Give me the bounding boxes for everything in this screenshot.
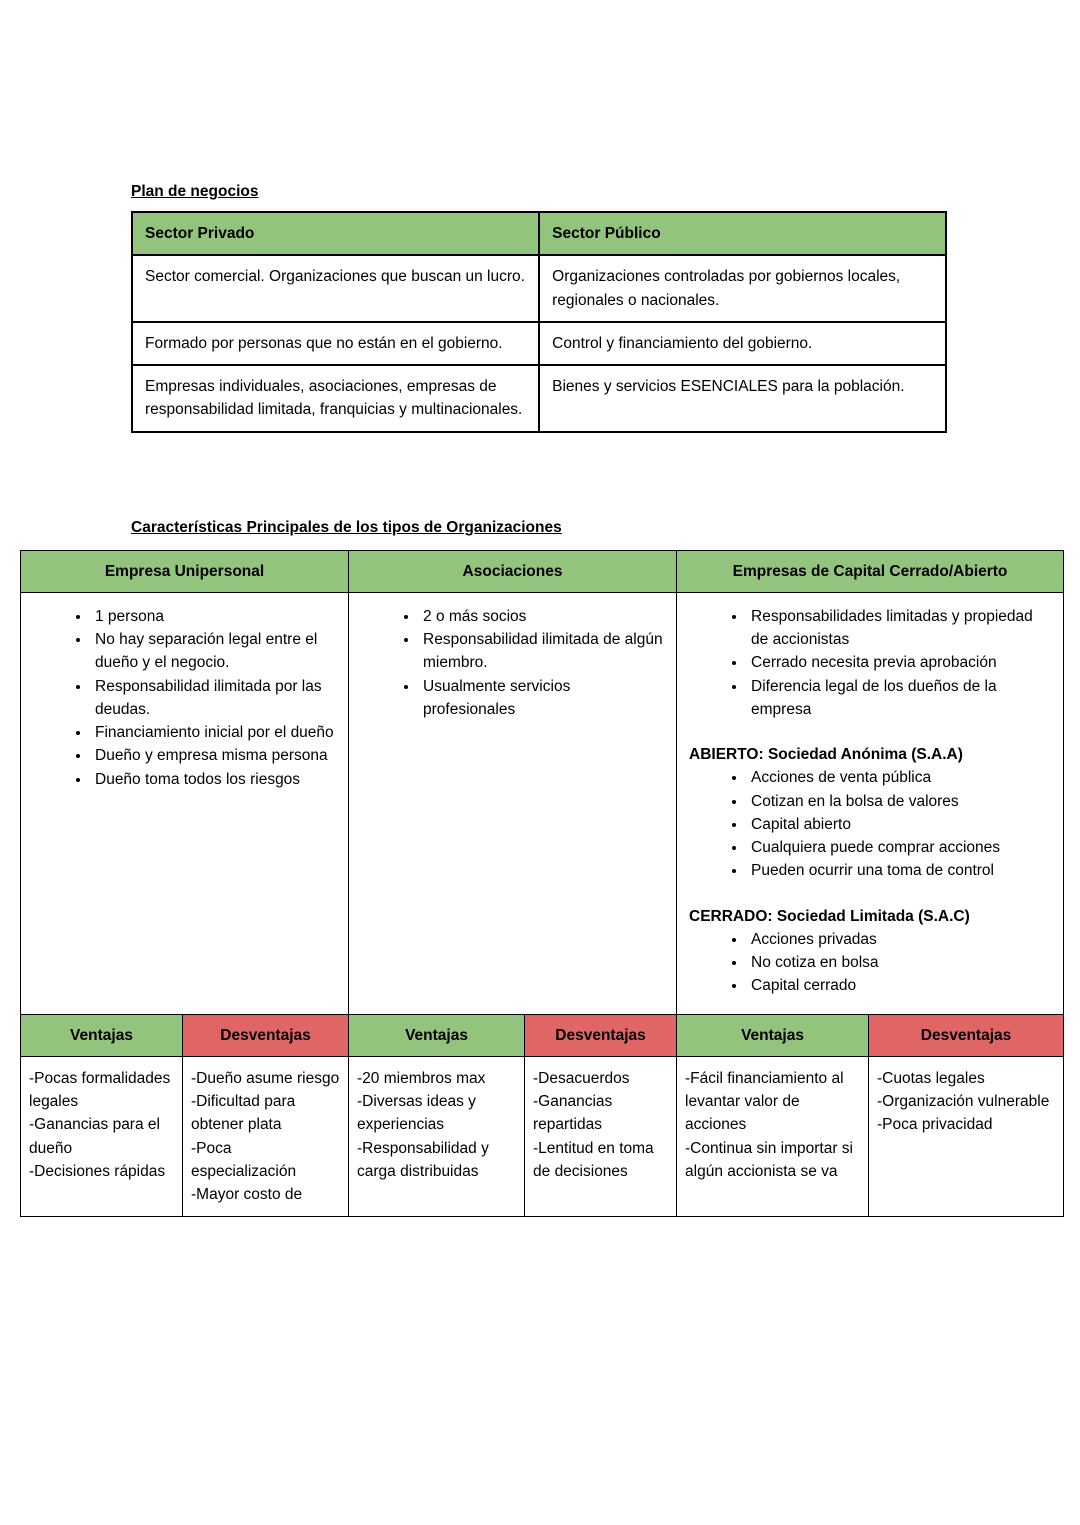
bullet-item: • Financiamiento inicial por el dueño: [91, 721, 338, 744]
subheader-desventajas-2: Desventajas: [525, 1014, 677, 1056]
table-cell: Formado por personas que no están en el gobierno.: [132, 322, 539, 365]
text-line: -Lentitud en toma de decisiones: [533, 1139, 654, 1180]
bullet-list: [359, 605, 666, 721]
plan-de-negocios-table: [131, 211, 947, 433]
bullet-item: • No cotiza en bolsa: [747, 951, 1053, 974]
text-line: -Dificultad para obtener plata: [191, 1093, 296, 1134]
bullet-item: • Cualquiera puede comprar acciones: [747, 836, 1053, 859]
bullet-list: [687, 766, 1053, 882]
column-header-empresa-unipersonal: Empresa Unipersonal: [21, 550, 349, 592]
bullet-item: • No hay separación legal entre el dueño y el negocio.: [91, 628, 338, 675]
subheader-desventajas-3: Desventajas: [869, 1014, 1064, 1056]
section-title-caracteristicas: Características Principales de los tipos de Organizaciones: [131, 518, 562, 536]
cell-ventajas-asociaciones: [349, 1056, 525, 1217]
column-header-sector-privado: Sector Privado: [132, 212, 539, 255]
bullet-item: • Cotizan en la bolsa de valores: [747, 790, 1053, 813]
bullet-list: [31, 605, 338, 791]
bullet-list: [687, 928, 1053, 998]
table-cell: Bienes y servicios ESENCIALES para la población.: [539, 365, 946, 432]
bullet-item: • Acciones privadas: [747, 928, 1053, 951]
table-cell: Control y financiamiento del gobierno.: [539, 322, 946, 365]
text-line: -Dueño asume riesgo: [191, 1069, 340, 1087]
text-line: -Desacuerdos: [533, 1069, 630, 1087]
bullet-item: • Capital abierto: [747, 813, 1053, 836]
text-line: -Ganancias para el dueño: [29, 1116, 160, 1157]
bullet-item: • Acciones de venta pública: [747, 766, 1053, 789]
subheader-row: [21, 1014, 1064, 1056]
bullet-item: • 1 persona: [91, 605, 338, 628]
table-header-row: [21, 550, 1064, 592]
subsection-heading: CERRADO: Sociedad Limitada (S.A.C): [689, 907, 970, 925]
bullet-item: • Capital cerrado: [747, 974, 1053, 997]
text-line: -Cuotas legales: [877, 1069, 985, 1087]
table-cell: Sector comercial. Organizaciones que buscan un lucro.: [132, 255, 539, 322]
cell-ventajas-unipersonal: [21, 1056, 183, 1217]
bullet-item: • Responsabilidad ilimitada por las deudas.: [91, 675, 338, 722]
subheader-ventajas-1: Ventajas: [21, 1014, 183, 1056]
table-row: [132, 255, 946, 322]
cell-desventajas-unipersonal: [183, 1056, 349, 1217]
table-cell: Empresas individuales, asociaciones, empresas de responsabilidad limitada, franquicias y multinacionales.: [132, 365, 539, 432]
text-line: -Decisiones rápidas: [29, 1162, 166, 1180]
column-header-sector-publico: Sector Público: [539, 212, 946, 255]
text-line: -20 miembros max: [357, 1069, 486, 1087]
text-line: -Mayor costo de: [191, 1186, 303, 1203]
cell-asociaciones: [349, 592, 677, 1014]
organizaciones-table: [20, 550, 1064, 1218]
table-header-row: [132, 212, 946, 255]
text-line: -Poca privacidad: [877, 1116, 993, 1134]
table-row: [132, 322, 946, 365]
text-line: -Fácil financiamiento al levantar valor de acciones: [685, 1069, 844, 1134]
subheader-ventajas-3: Ventajas: [677, 1014, 869, 1056]
bullet-item: • Responsabilidades limitadas y propiedad de accionistas: [747, 605, 1053, 652]
text-line: -Ganancias repartidas: [533, 1093, 613, 1134]
table-cell: Organizaciones controladas por gobiernos locales, regionales o nacionales.: [539, 255, 946, 322]
cell-desventajas-asociaciones: [525, 1056, 677, 1217]
pros-cons-row: [21, 1056, 1064, 1217]
section-title-plan-de-negocios: Plan de negocios: [131, 183, 259, 200]
bullet-item: • Cerrado necesita previa aprobación: [747, 651, 1053, 674]
text-line: -Pocas formalidades legales: [29, 1069, 171, 1110]
bullet-list: [687, 605, 1053, 721]
text-line: -Organización vulnerable: [877, 1093, 1050, 1110]
table-row: [132, 365, 946, 432]
bullet-item: • 2 o más socios: [419, 605, 666, 628]
cell-ventajas-capital: [677, 1056, 869, 1217]
column-header-asociaciones: Asociaciones: [349, 550, 677, 592]
cell-empresa-unipersonal: [21, 592, 349, 1014]
column-header-capital-cerrado-abierto: Empresas de Capital Cerrado/Abierto: [677, 550, 1064, 592]
subsection-heading: ABIERTO: Sociedad Anónima (S.A.A): [689, 746, 963, 763]
bullet-item: • Pueden ocurrir una toma de control: [747, 859, 1053, 882]
table-content-row: [21, 592, 1064, 1014]
text-line: -Responsabilidad y carga distribuidas: [357, 1139, 489, 1180]
subheader-desventajas-1: Desventajas: [183, 1014, 349, 1056]
subheader-ventajas-2: Ventajas: [349, 1014, 525, 1056]
cell-desventajas-capital: [869, 1056, 1064, 1217]
bullet-item: • Responsabilidad ilimitada de algún miembro.: [419, 628, 666, 675]
cell-capital-cerrado-abierto: [677, 592, 1064, 1014]
bullet-item: • Dueño toma todos los riesgos: [91, 768, 338, 791]
bullet-item: • Usualmente servicios profesionales: [419, 675, 666, 722]
text-line: -Continua sin importar si algún accionista se va: [685, 1139, 853, 1180]
bullet-item: • Diferencia legal de los dueños de la empresa: [747, 675, 1053, 722]
text-line: -Diversas ideas y experiencias: [357, 1093, 476, 1134]
bullet-item: • Dueño y empresa misma persona: [91, 744, 338, 767]
text-line: -Poca especialización: [191, 1139, 297, 1180]
